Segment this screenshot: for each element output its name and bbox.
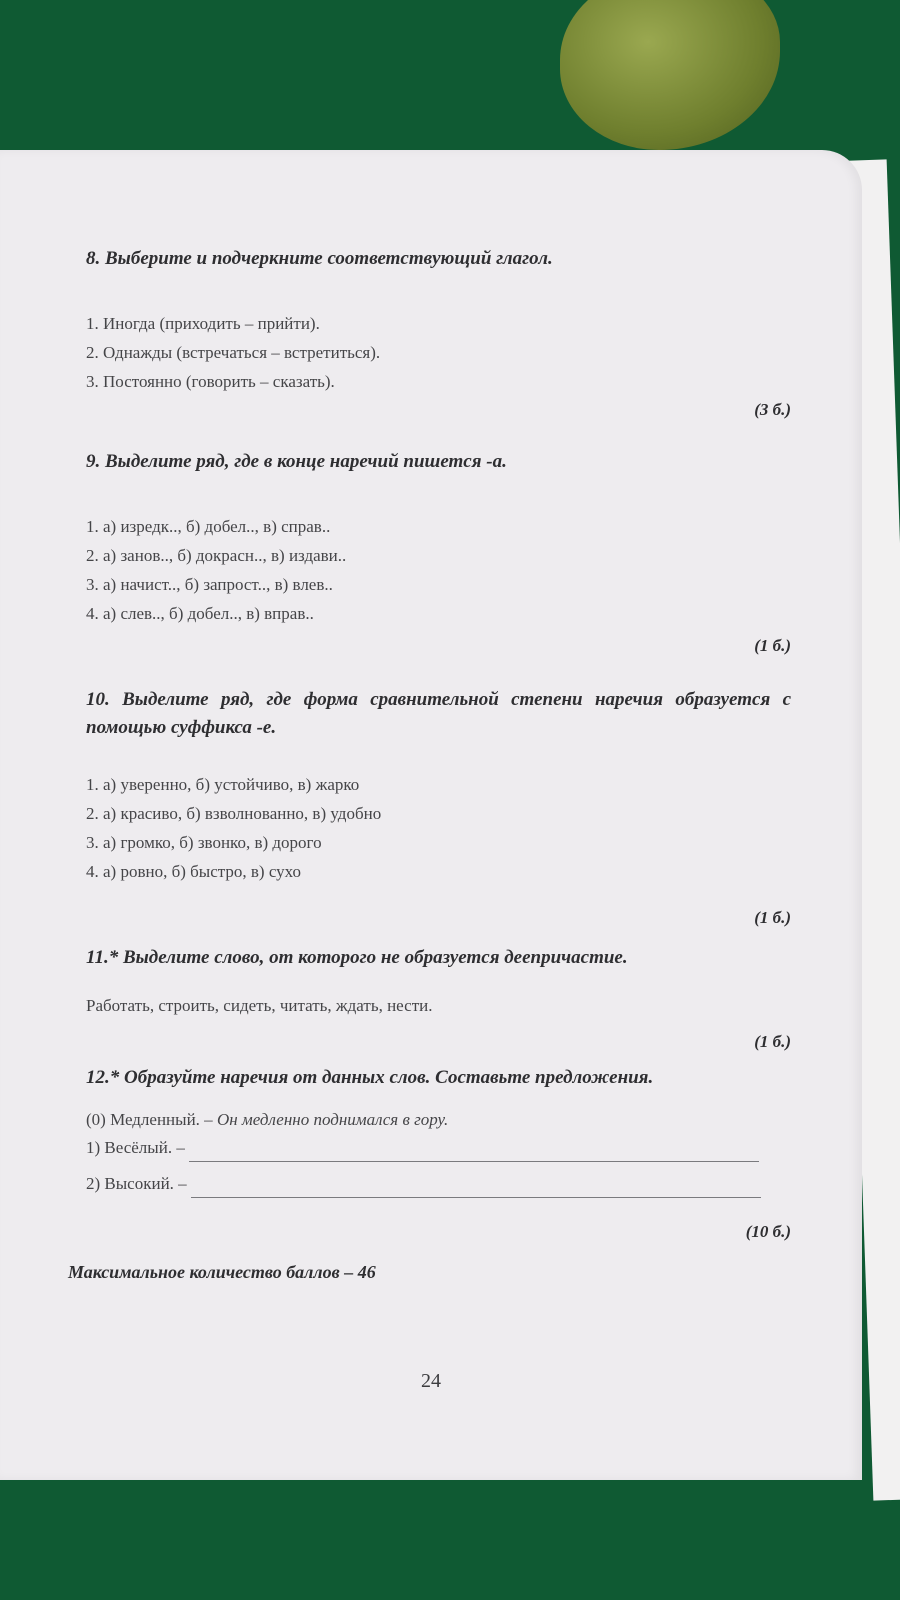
question-9-item-1: 1. а) изредк.., б) добел.., в) справ..	[86, 517, 331, 536]
max-score-line: Максимальное количество баллов – 46	[68, 1262, 376, 1282]
question-11-points: (1 б.)	[754, 1032, 791, 1051]
question-8	[86, 245, 791, 422]
question-10-title: 10. Выделите ряд, где форма сравнительной степени наречия образуется с помощью суффикса -е.	[86, 689, 791, 738]
question-12-example	[86, 1106, 791, 1134]
question-9-points: (1 б.)	[754, 636, 791, 655]
question-9-item-4: 4. а) слев.., б) добел.., в) вправ..	[86, 604, 314, 623]
question-9-title: 9. Выделите ряд, где в конце наречий пишется -а.	[86, 451, 507, 472]
question-11-title: 11.* Выделите слово, от которого не образуется деепричастие.	[86, 947, 628, 968]
question-10-points: (1 б.)	[754, 908, 791, 927]
question-12-example-sentence: Он медленно поднимался в гору.	[216, 1110, 449, 1129]
question-9-items	[86, 512, 791, 628]
question-10-items	[86, 770, 791, 886]
question-12-item-1-answer-line[interactable]	[189, 1143, 759, 1162]
question-10-item-2: 2. а) красиво, б) взволнованно, в) удобно	[86, 804, 382, 823]
document-page	[0, 150, 862, 1480]
question-12-points: (10 б.)	[745, 1222, 791, 1241]
question-9	[86, 448, 791, 658]
question-12-item-1	[86, 1134, 791, 1162]
question-10-item-1: 1. а) уверенно, б) устойчиво, в) жарко	[86, 775, 360, 794]
question-8-points: (3 б.)	[754, 400, 791, 419]
question-10-item-3: 3. а) громко, б) звонко, в) дорого	[86, 833, 322, 852]
question-12-item-1-word: 1) Весёлый. –	[86, 1138, 185, 1157]
question-11	[86, 944, 791, 1054]
question-8-title: 8. Выберите и подчеркните соответствующий глагол.	[86, 248, 553, 269]
question-9-item-2: 2. а) занов.., б) докрасн.., в) издави..	[86, 546, 347, 565]
question-9-item-3: 3. а) начист.., б) запрост.., в) влев..	[86, 575, 333, 594]
question-10	[86, 686, 791, 930]
question-8-item-2: 2. Однажды (встречаться – встретиться).	[86, 343, 381, 362]
question-12-example-word: (0) Медленный. –	[86, 1110, 213, 1129]
question-10-item-4: 4. а) ровно, б) быстро, в) сухо	[86, 862, 302, 881]
page-number: 24	[421, 1370, 441, 1392]
question-11-words: Работать, строить, сидеть, читать, ждать, нести.	[86, 996, 433, 1015]
question-8-item-1: 1. Иногда (приходить – прийти).	[86, 314, 320, 333]
question-8-item-3: 3. Постоянно (говорить – сказать).	[86, 372, 335, 391]
question-8-items	[86, 309, 791, 396]
question-12	[86, 1064, 791, 1244]
page-content	[68, 245, 791, 1283]
question-12-item-2-word: 2) Высокий. –	[86, 1174, 187, 1193]
question-12-item-2-answer-line[interactable]	[191, 1179, 761, 1198]
question-12-title: 12.* Образуйте наречия от данных слов. Составьте предложения.	[86, 1067, 654, 1088]
background-object	[560, 0, 780, 150]
question-12-item-2	[86, 1170, 791, 1198]
